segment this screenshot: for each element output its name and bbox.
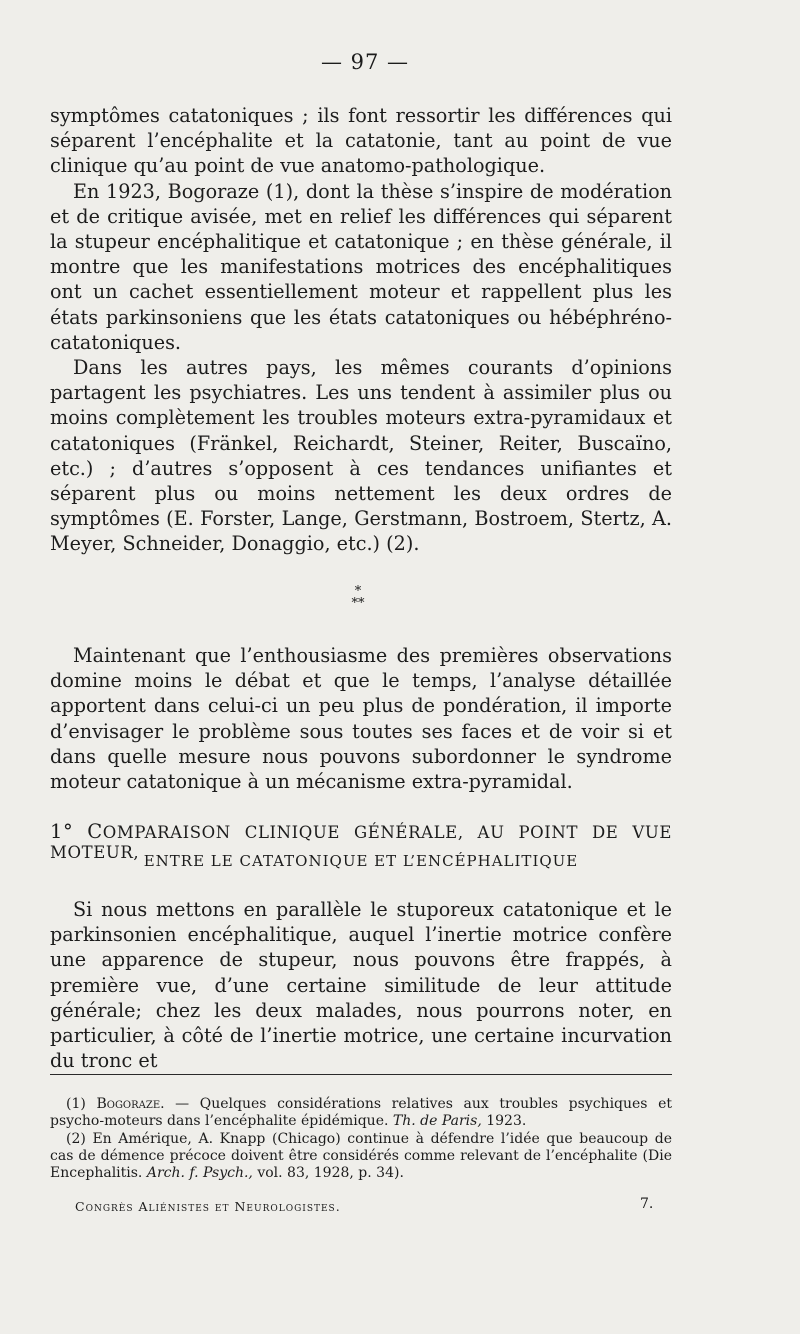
- footnote-italic: Arch. f. Psych.,: [146, 1165, 253, 1182]
- section-title-line2: ENTRE LE CATATONIQUE ET L’ENCÉPHALITIQUE: [143, 852, 579, 870]
- footnote-marker: (2): [66, 1130, 86, 1147]
- body-text-middle: [50, 643, 672, 794]
- footnote-tail: vol. 83, 1928, p. 34).: [252, 1165, 404, 1182]
- section-title-line1: OMPARAISON CLINIQUE GÉNÉRALE, AU POINT DE VUE MOTEUR,: [50, 823, 672, 862]
- footnote-author: Bogoraze.: [96, 1096, 165, 1112]
- asterism-top: *: [354, 584, 362, 599]
- body-text-bottom: [50, 897, 672, 1073]
- paragraph: symptômes catatoniques ; ils font ressortir les différences qui séparent l’encéphalite et la catatonie, tant au point de vue clinique qu’au point de vue anatomo-pathologique.: [50, 104, 672, 178]
- footnote-tail: 1923.: [481, 1113, 527, 1130]
- footnote-2: [50, 1131, 672, 1183]
- footnote-marker: (1): [66, 1096, 86, 1112]
- footnote-1: [50, 1096, 672, 1131]
- asterism-bottom: **: [351, 596, 365, 611]
- paragraph: En 1923, Bogoraze (1), dont la thèse s’inspire de modération et de critique avisée, met en relief les différences qui séparent la stupeur encéphalitique et catatonique ; en thèse générale, il montre que les manifestations motrices des encéphalitiques ont un cachet essentiellement moteur et rappellent plus les états parkinsoniens que les états catatoniques ou hébéphréno-catatoniques.: [50, 179, 672, 354]
- section-number: 1°: [50, 820, 74, 843]
- footnote-text: En Amérique, A. Knapp (Chicago) continue à défendre l’idée que beaucoup de cas de démence précoce doivent être considérés comme relevant de l’encéphalite (Die Encephalitis.: [50, 1130, 672, 1182]
- signature-line: Congrès Aliénistes et Neurologistes.: [75, 1199, 341, 1214]
- signature-mark: 7.: [640, 1196, 654, 1212]
- paragraph: Dans les autres pays, les mêmes courants d’opinions partagent les psychiatres. Les uns tendent à assimiler plus ou moins complètement les troubles moteurs extra-pyramidaux et catatoniques (Fränkel, Reichardt, Steiner, Reiter, Buscaïno, etc.) ; d’autres s’opposent à ces tendances unifiantes et séparent plus ou moins nettement les deux ordres de symptômes (E. Forster, Lange, Gerstmann, Bostroem, Stertz, A. Meyer, Schneider, Donaggio, etc.) (2).: [50, 356, 672, 556]
- footnote-text: — Quelques considérations relatives aux troubles psychiques et psycho-moteurs dans l’encéphalite épidémique.: [50, 1096, 672, 1130]
- page-number: — 97 —: [320, 50, 410, 74]
- footnote-divider: [50, 1074, 672, 1075]
- body-text-top: [50, 103, 672, 557]
- footnotes: [50, 1096, 672, 1182]
- footnote-italic: Th. de Paris,: [392, 1113, 482, 1130]
- paragraph: Si nous mettons en parallèle le stuporeux catatonique et le parkinsonien encéphalitique, auquel l’inertie motrice confère une apparence de stupeur, nous pouvons être frappés, à première vue, d’une certaine similitude de leur attitude générale; chez les deux malades, nous pourrons noter, en particulier, à côté de l’inertie motrice, une certaine incurvation du tronc et: [50, 898, 672, 1073]
- section-initial: C: [87, 820, 103, 843]
- paragraph: Maintenant que l’enthousiasme des premières observations domine moins le débat et que le temps, l’analyse détaillée apportent dans celui-ci un peu plus de pondération, il importe d’envisager le problème sous toutes ses faces et de voir si et dans quelle mesure nous pouvons subordonner le syndrome moteur catatonique à un mécanisme extra-pyramidal.: [50, 644, 672, 794]
- asterism-separator: [338, 586, 378, 610]
